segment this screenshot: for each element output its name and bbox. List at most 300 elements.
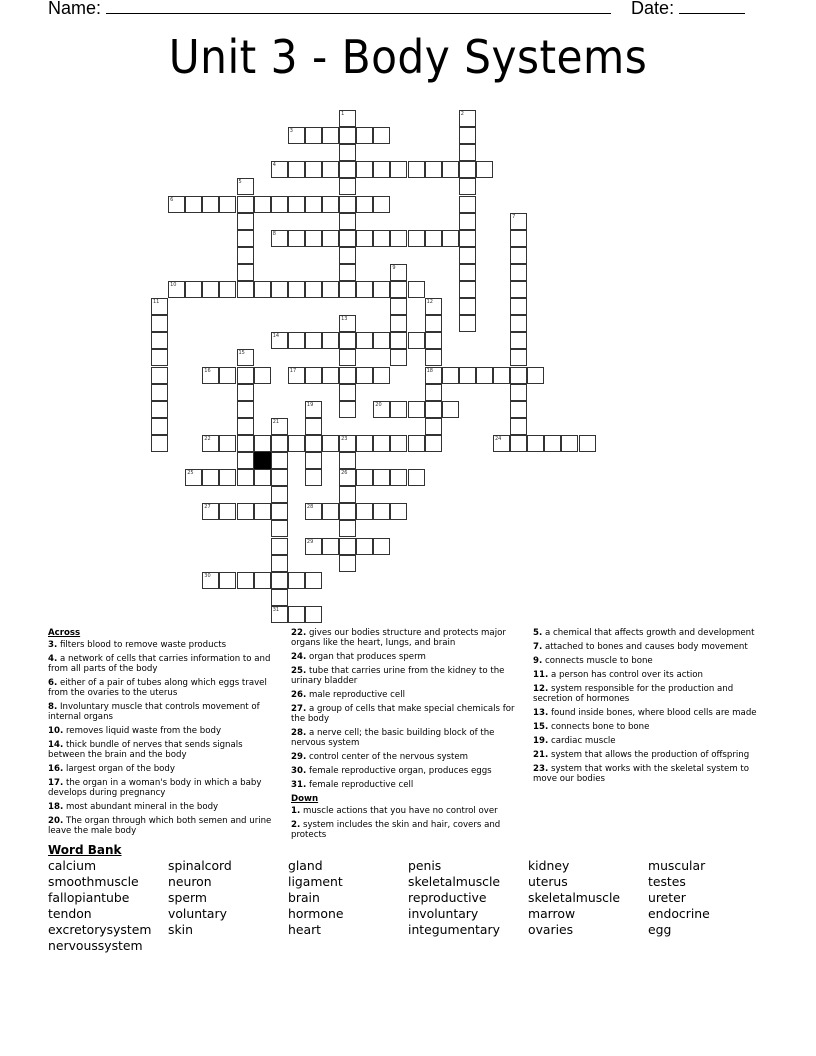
crossword-cell[interactable]: [373, 196, 390, 213]
crossword-cell[interactable]: [339, 367, 356, 384]
clue-item: [291, 806, 521, 816]
word-bank-item: marrow: [528, 906, 576, 921]
crossword-cell[interactable]: [271, 589, 288, 606]
clue-number: 2: [460, 111, 464, 117]
crossword-cell[interactable]: [305, 401, 322, 418]
crossword-cell[interactable]: [237, 264, 254, 281]
clue-number: 28: [306, 504, 314, 511]
crossword-cell[interactable]: [390, 161, 407, 178]
crossword-cell[interactable]: [202, 435, 219, 452]
crossword-cell[interactable]: [442, 367, 459, 384]
crossword-cell[interactable]: [219, 469, 236, 486]
clue-number: 1.: [291, 806, 301, 816]
crossword-cell[interactable]: [339, 144, 356, 161]
crossword-cell[interactable]: [373, 538, 390, 555]
crossword-cell[interactable]: [322, 196, 339, 213]
crossword-cell[interactable]: [305, 127, 322, 144]
crossword-cell[interactable]: [442, 401, 459, 418]
crossword-cell[interactable]: [168, 281, 185, 298]
crossword-cell[interactable]: [322, 538, 339, 555]
crossword-cell[interactable]: [442, 161, 459, 178]
crossword-cell[interactable]: [459, 110, 476, 127]
crossword-cell[interactable]: [237, 349, 254, 366]
crossword-cell[interactable]: [339, 281, 356, 298]
crossword-cell[interactable]: [254, 503, 271, 520]
crossword-cell[interactable]: [219, 281, 236, 298]
crossword-cell[interactable]: [373, 367, 390, 384]
crossword-cell[interactable]: [271, 520, 288, 537]
word-bank: [48, 843, 788, 954]
clue-text: a network of cells that carries information to and from all parts of the body: [48, 654, 271, 674]
crossword-cell[interactable]: [339, 452, 356, 469]
crossword-cell[interactable]: [322, 161, 339, 178]
crossword-cell[interactable]: [510, 281, 527, 298]
crossword-cell[interactable]: [151, 435, 168, 452]
crossword-cell[interactable]: [408, 469, 425, 486]
crossword-cell[interactable]: [305, 538, 322, 555]
crossword-cell[interactable]: [510, 435, 527, 452]
crossword-cell[interactable]: [322, 367, 339, 384]
crossword-cell[interactable]: [237, 213, 254, 230]
crossword-cell[interactable]: [237, 384, 254, 401]
clue-number: 13: [341, 316, 348, 323]
clue-number: 3.: [48, 640, 58, 650]
crossword-cell[interactable]: [151, 367, 168, 384]
crossword-cell[interactable]: [271, 418, 288, 435]
clue-number: 11: [153, 299, 160, 306]
clue-item: [48, 654, 280, 674]
crossword-cell[interactable]: [339, 384, 356, 401]
crossword-cell[interactable]: [356, 367, 373, 384]
crossword-cell[interactable]: [339, 213, 356, 230]
crossword-cell[interactable]: [237, 469, 254, 486]
crossword-cell[interactable]: [254, 281, 271, 298]
word-bank-item: egg: [648, 922, 672, 937]
crossword-cell[interactable]: [185, 281, 202, 298]
crossword-cell[interactable]: [271, 332, 288, 349]
crossword-cell[interactable]: [322, 281, 339, 298]
crossword-cell[interactable]: [442, 230, 459, 247]
crossword-cell[interactable]: [305, 572, 322, 589]
crossword-cell[interactable]: [271, 538, 288, 555]
crossword-cell[interactable]: [254, 367, 271, 384]
crossword-cell[interactable]: [219, 367, 236, 384]
crossword-cell[interactable]: [339, 161, 356, 178]
crossword-cell[interactable]: [219, 435, 236, 452]
crossword-cell[interactable]: [219, 572, 236, 589]
word-bank-item: muscular: [648, 858, 706, 873]
crossword-cell[interactable]: [459, 367, 476, 384]
crossword-cell[interactable]: [151, 401, 168, 418]
crossword-cell[interactable]: [373, 503, 390, 520]
clues-column-2: [291, 628, 521, 844]
crossword-cell[interactable]: [390, 281, 407, 298]
crossword-cell[interactable]: [390, 469, 407, 486]
clue-number: 9.: [533, 656, 543, 666]
clue-item: [48, 726, 280, 736]
crossword-cell[interactable]: [356, 435, 373, 452]
clue-number: 18.: [48, 802, 64, 812]
crossword-cell[interactable]: [237, 196, 254, 213]
crossword-cell[interactable]: [510, 298, 527, 315]
crossword-cell[interactable]: [527, 367, 544, 384]
crossword-cell[interactable]: [373, 127, 390, 144]
crossword-cell[interactable]: [459, 247, 476, 264]
crossword-cell[interactable]: [356, 127, 373, 144]
crossword-cell[interactable]: [288, 161, 305, 178]
crossword-cell[interactable]: [339, 469, 356, 486]
clue-number: 12.: [533, 684, 549, 694]
clue-item: [291, 780, 521, 790]
crossword-cell[interactable]: [151, 315, 168, 332]
clue-number: 17.: [48, 778, 64, 788]
clue-item: [291, 752, 521, 762]
crossword-cell[interactable]: [425, 384, 442, 401]
crossword-cell[interactable]: [390, 230, 407, 247]
crossword-cell[interactable]: [271, 281, 288, 298]
crossword-cell[interactable]: [476, 161, 493, 178]
crossword-cell[interactable]: [339, 127, 356, 144]
crossword-cell[interactable]: [510, 247, 527, 264]
down-heading: Down: [291, 794, 319, 804]
crossword-cell[interactable]: [510, 332, 527, 349]
clue-number: 16.: [48, 764, 64, 774]
crossword-cell[interactable]: [339, 264, 356, 281]
crossword-cell[interactable]: [185, 469, 202, 486]
crossword-cell[interactable]: [356, 281, 373, 298]
crossword-cell[interactable]: [459, 161, 476, 178]
crossword-cell[interactable]: [390, 435, 407, 452]
crossword-cell[interactable]: [322, 230, 339, 247]
crossword-cell[interactable]: [425, 401, 442, 418]
clue-number: 26: [341, 470, 348, 477]
crossword-cell[interactable]: [288, 367, 305, 384]
crossword-cell[interactable]: [305, 196, 322, 213]
clue-number: 15.: [533, 722, 549, 732]
crossword-cell[interactable]: [510, 264, 527, 281]
clue-number: 6.: [48, 678, 58, 688]
clue-item: [533, 684, 773, 704]
crossword-cell[interactable]: [459, 127, 476, 144]
crossword-cell[interactable]: [305, 606, 322, 623]
clue-number: 8.: [48, 702, 58, 712]
crossword-cell[interactable]: [305, 503, 322, 520]
crossword-cell[interactable]: [202, 572, 219, 589]
crossword-cell[interactable]: [510, 384, 527, 401]
clue-item: [291, 690, 521, 700]
crossword-cell[interactable]: [459, 213, 476, 230]
crossword-cell[interactable]: [390, 315, 407, 332]
word-bank-item: fallopiantube: [48, 890, 130, 905]
black-cell: [254, 452, 271, 469]
crossword-cell[interactable]: [510, 401, 527, 418]
crossword-cell[interactable]: [219, 196, 236, 213]
crossword-cell[interactable]: [322, 127, 339, 144]
word-bank-item: voluntary: [168, 906, 227, 921]
clue-number: 2.: [291, 820, 301, 830]
crossword-cell[interactable]: [390, 503, 407, 520]
clue-text: cardiac muscle: [548, 736, 616, 746]
crossword-cell[interactable]: [510, 315, 527, 332]
crossword-cell[interactable]: [237, 178, 254, 195]
clue-item: [291, 652, 521, 662]
crossword-cell[interactable]: [339, 230, 356, 247]
word-bank-item: heart: [288, 922, 322, 937]
crossword-cell[interactable]: [202, 503, 219, 520]
crossword-cell[interactable]: [510, 349, 527, 366]
crossword-cell[interactable]: [459, 264, 476, 281]
crossword-cell[interactable]: [202, 469, 219, 486]
crossword-cell[interactable]: [356, 332, 373, 349]
crossword-cell[interactable]: [305, 418, 322, 435]
clue-text: female reproductive cell: [306, 780, 414, 790]
crossword-cell[interactable]: [202, 367, 219, 384]
crossword-cell[interactable]: [425, 435, 442, 452]
crossword-cell[interactable]: [476, 367, 493, 384]
clue-text: filters blood to remove waste products: [57, 640, 227, 650]
crossword-cell[interactable]: [425, 367, 442, 384]
clue-number: 21.: [533, 750, 549, 760]
crossword-cell[interactable]: [390, 401, 407, 418]
crossword-cell[interactable]: [459, 298, 476, 315]
crossword-cell[interactable]: [322, 503, 339, 520]
crossword-cell[interactable]: [390, 298, 407, 315]
crossword-cell[interactable]: [271, 196, 288, 213]
crossword-cell[interactable]: [425, 161, 442, 178]
date-label: Date:: [631, 0, 675, 18]
crossword-cell[interactable]: [339, 435, 356, 452]
crossword-cell[interactable]: [271, 452, 288, 469]
crossword-cell[interactable]: [288, 196, 305, 213]
crossword-cell[interactable]: [151, 418, 168, 435]
crossword-cell[interactable]: [425, 349, 442, 366]
crossword-cell[interactable]: [202, 196, 219, 213]
crossword-cell[interactable]: [202, 281, 219, 298]
crossword-cell[interactable]: [339, 538, 356, 555]
crossword-cell[interactable]: [254, 196, 271, 213]
clue-text: organ that produces sperm: [306, 652, 426, 662]
crossword-cell[interactable]: [527, 435, 544, 452]
crossword-cell[interactable]: [459, 196, 476, 213]
crossword-cell[interactable]: [271, 486, 288, 503]
crossword-cell[interactable]: [237, 230, 254, 247]
crossword-cell[interactable]: [288, 127, 305, 144]
crossword-cell[interactable]: [373, 469, 390, 486]
crossword-cell[interactable]: [408, 281, 425, 298]
clue-number: 5.: [533, 628, 543, 638]
crossword-cell[interactable]: [305, 230, 322, 247]
clue-number: 9: [392, 264, 396, 271]
clue-number: 14.: [48, 740, 64, 750]
crossword-cell[interactable]: [390, 264, 407, 281]
clue-number: 8: [272, 230, 276, 237]
crossword-cell[interactable]: [237, 247, 254, 264]
crossword-cell[interactable]: [288, 606, 305, 623]
crossword-cell[interactable]: [339, 196, 356, 213]
crossword-cell[interactable]: [408, 401, 425, 418]
crossword-cell[interactable]: [305, 281, 322, 298]
crossword-cell[interactable]: [219, 503, 236, 520]
crossword-cell[interactable]: [271, 230, 288, 247]
crossword-cell[interactable]: [459, 178, 476, 195]
crossword-cell[interactable]: [510, 213, 527, 230]
clue-text: a person has control over its action: [548, 670, 703, 680]
crossword-cell[interactable]: [288, 230, 305, 247]
clue-number: 12: [426, 299, 433, 306]
crossword-cell[interactable]: [271, 572, 288, 589]
word-bank-item: nervoussystem: [48, 938, 143, 953]
crossword-cell[interactable]: [305, 452, 322, 469]
crossword-cell[interactable]: [151, 332, 168, 349]
clue-item: [533, 708, 773, 718]
crossword-cell[interactable]: [237, 452, 254, 469]
crossword-cell[interactable]: [425, 298, 442, 315]
crossword-cell[interactable]: [373, 401, 390, 418]
crossword-cell[interactable]: [305, 469, 322, 486]
clue-number: 25: [187, 470, 194, 477]
crossword-cell[interactable]: [356, 196, 373, 213]
word-bank-heading: Word Bank: [48, 843, 122, 857]
clue-item: [533, 670, 773, 680]
word-bank-item: testes: [648, 874, 686, 889]
clue-item: [291, 666, 521, 686]
crossword-cell[interactable]: [254, 572, 271, 589]
crossword-cell[interactable]: [425, 315, 442, 332]
crossword-cell[interactable]: [288, 435, 305, 452]
crossword-cell[interactable]: [373, 281, 390, 298]
crossword-cell[interactable]: [459, 315, 476, 332]
crossword-cell[interactable]: [237, 572, 254, 589]
crossword-cell[interactable]: [237, 418, 254, 435]
crossword-cell[interactable]: [425, 230, 442, 247]
crossword-cell[interactable]: [493, 367, 510, 384]
date-blank[interactable]: [679, 0, 745, 14]
crossword-cell[interactable]: [408, 161, 425, 178]
crossword-cell[interactable]: [271, 469, 288, 486]
crossword-cell[interactable]: [339, 401, 356, 418]
crossword-cell[interactable]: [322, 435, 339, 452]
clue-item: [291, 704, 521, 724]
clue-text: female reproductive organ, produces eggs: [306, 766, 492, 776]
clue-item: [533, 750, 773, 760]
crossword-cell[interactable]: [339, 110, 356, 127]
name-blank[interactable]: [106, 0, 611, 14]
crossword-cell[interactable]: [544, 435, 561, 452]
crossword-cell[interactable]: [425, 418, 442, 435]
crossword-cell[interactable]: [339, 349, 356, 366]
clue-item: [48, 816, 280, 836]
crossword-cell[interactable]: [339, 503, 356, 520]
crossword-cell[interactable]: [493, 435, 510, 452]
clue-text: removes liquid waste from the body: [63, 726, 222, 736]
crossword-cell[interactable]: [510, 418, 527, 435]
crossword-cell[interactable]: [390, 349, 407, 366]
crossword-cell[interactable]: [356, 503, 373, 520]
crossword-cell[interactable]: [510, 367, 527, 384]
crossword-cell[interactable]: [271, 161, 288, 178]
crossword-cell[interactable]: [459, 281, 476, 298]
crossword-cell[interactable]: [339, 486, 356, 503]
crossword-cell[interactable]: [339, 247, 356, 264]
clue-number: 29: [306, 538, 314, 545]
crossword-cell[interactable]: [459, 144, 476, 161]
crossword-cell[interactable]: [151, 349, 168, 366]
clue-number: 24: [495, 435, 502, 442]
crossword-cell[interactable]: [254, 469, 271, 486]
crossword-cell[interactable]: [271, 435, 288, 452]
crossword-cell[interactable]: [288, 281, 305, 298]
crossword-cell[interactable]: [339, 555, 356, 572]
crossword-cell[interactable]: [237, 435, 254, 452]
crossword-cell[interactable]: [271, 503, 288, 520]
name-date-header: [48, 0, 745, 19]
crossword-cell[interactable]: [373, 230, 390, 247]
crossword-cell[interactable]: [373, 161, 390, 178]
clue-item: [48, 702, 280, 722]
crossword-grid: [151, 110, 611, 625]
crossword-cell[interactable]: [425, 332, 442, 349]
word-bank-item: involuntary: [408, 906, 479, 921]
clue-number: 23.: [533, 764, 549, 774]
crossword-cell[interactable]: [579, 435, 596, 452]
crossword-cell[interactable]: [305, 367, 322, 384]
crossword-cell[interactable]: [339, 520, 356, 537]
crossword-cell[interactable]: [151, 384, 168, 401]
crossword-cell[interactable]: [356, 469, 373, 486]
clue-number: 16: [204, 367, 211, 374]
crossword-cell[interactable]: [373, 332, 390, 349]
crossword-cell[interactable]: [390, 332, 407, 349]
crossword-cell[interactable]: [510, 230, 527, 247]
crossword-cell[interactable]: [237, 503, 254, 520]
crossword-cell[interactable]: [339, 332, 356, 349]
crossword-cell[interactable]: [168, 196, 185, 213]
clue-number: 15: [238, 350, 245, 357]
clue-text: connects muscle to bone: [542, 656, 653, 666]
crossword-cell[interactable]: [356, 230, 373, 247]
crossword-cell[interactable]: [373, 435, 390, 452]
crossword-cell[interactable]: [322, 332, 339, 349]
crossword-cell[interactable]: [356, 161, 373, 178]
crossword-cell[interactable]: [305, 332, 322, 349]
word-bank-item: spinalcord: [168, 858, 232, 873]
crossword-cell[interactable]: [271, 606, 288, 623]
crossword-cell[interactable]: [408, 435, 425, 452]
crossword-cell[interactable]: [305, 435, 322, 452]
crossword-cell[interactable]: [356, 538, 373, 555]
crossword-cell[interactable]: [408, 332, 425, 349]
crossword-cell[interactable]: [151, 298, 168, 315]
clue-number: 25.: [291, 666, 307, 676]
crossword-cell[interactable]: [305, 161, 322, 178]
crossword-cell[interactable]: [254, 435, 271, 452]
crossword-cell[interactable]: [339, 315, 356, 332]
clue-number: 30.: [291, 766, 307, 776]
crossword-cell[interactable]: [185, 196, 202, 213]
crossword-cell[interactable]: [288, 332, 305, 349]
clue-number: 29.: [291, 752, 307, 762]
crossword-cell[interactable]: [339, 178, 356, 195]
crossword-cell[interactable]: [237, 401, 254, 418]
crossword-cell[interactable]: [237, 367, 254, 384]
word-bank-item: integumentary: [408, 922, 500, 937]
crossword-cell[interactable]: [459, 230, 476, 247]
crossword-cell[interactable]: [237, 281, 254, 298]
crossword-cell[interactable]: [408, 230, 425, 247]
crossword-cell[interactable]: [271, 555, 288, 572]
crossword-cell[interactable]: [561, 435, 578, 452]
crossword-cell[interactable]: [288, 572, 305, 589]
